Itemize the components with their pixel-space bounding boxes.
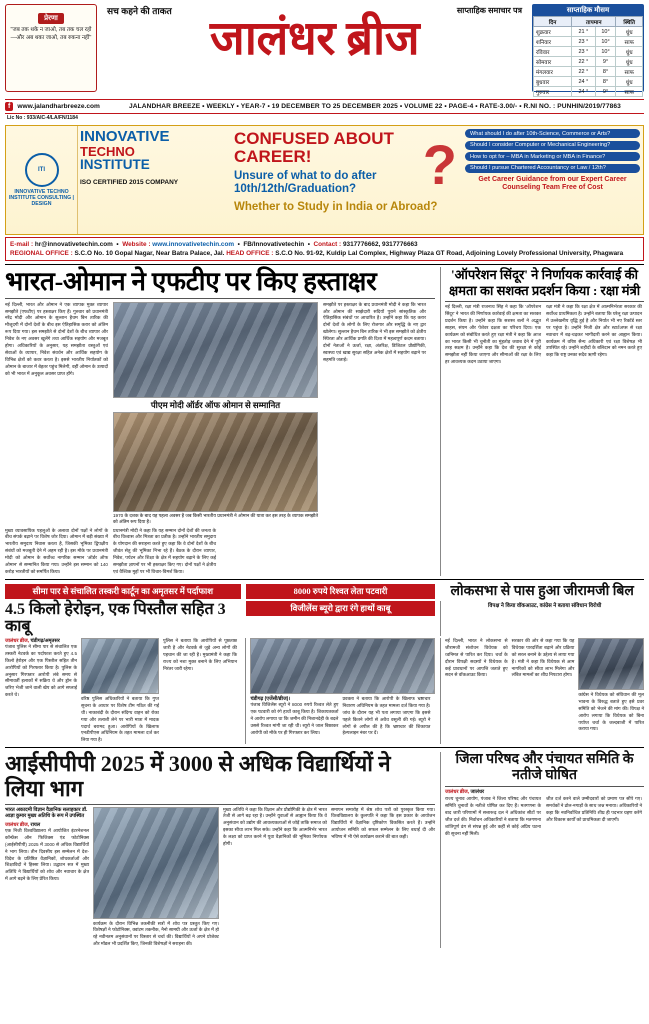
ad-contact-label: Contact : [313,240,342,248]
secondary-col-1: नई दिल्ली, रक्षा मंत्री राजनाथ सिंह ने कहा कि 'ऑपरेशन सिंदूर' ने भारत की निर्णायक कार्रवाई की क्षमता का सशक्त प्रदर्शन किया है। उन्होंने कहा कि सशस्त्र बलों ने अद्भुत साहस, संयम और पेशेवर दक्षता का परिचय दिया। एक कार्यक्रम को संबोधित करते हुए रक्षा मंत्री ने कहा कि आज का भारत किसी भी चुनौती का मुंहतोड़ जवाब देने में पूरी तरह सक्षम है। उन्होंने कहा कि देश की सुरक्षा से कोई समझौता नहीं किया जाएगा और सीमाओं की रक्षा के लिए हर आवश्यक कदम उठाया जाएगा। [445,304,541,365]
table-row [534,57,643,67]
mid-right-col-2: सरकार की ओर से कहा गया कि यह विधेयक पारदर्शिता बढ़ाने और प्रक्रिया को सरल बनाने के उद्देश्य से लाया गया है। मंत्री ने कहा कि विधेयक से आम नागरिकों को सीधा लाभ मिलेगा और लंबित मामलों का शीघ्र निपटारा होगा। [511,638,575,678]
weather-cond: साफ [616,87,643,97]
weather-day: बुधवार [534,77,572,87]
lead-photo [113,302,318,398]
weather-cond: धुंध [616,57,643,67]
mid-section-bands [5,584,644,600]
lead-col-2: समझौते पर हस्ताक्षर के बाद प्रधानमंत्री मोदी ने कहा कि भारत और ओमान की साझेदारी सदियों पुराने सांस्कृतिक और ऐतिहासिक संबंधों पर आधारित है। उन्होंने कहा कि यह करार दोनों देशों के लोगों के लिए रोजगार और समृद्धि के नए द्वार खोलेगा। सुल्तान हैथम बिन तारिक ने भी इस समझौते को क्षेत्रीय स्थिरता और आर्थिक प्रगति की दिशा में महत्वपूर्ण कदम बताया। दोनों नेताओं ने ऊर्जा, रक्षा, अंतरिक्ष, डिजिटल प्रौद्योगिकी, स्वास्थ्य एवं खाद्य सुरक्षा सहित अनेक क्षेत्रों में सहयोग बढ़ाने पर सहमति जताई। [323,301,426,362]
weather-high: 23 ° [572,37,596,47]
mid-band-center-2: विजीलेंस ब्यूरो द्वारा रंगे हाथों काबू [246,601,436,616]
edition-details: JALANDHAR BREEZE • WEEKLY • YEAR-7 • 19 DECEMBER TO 25 DECEMBER 2025 • VOLUME 22 • PAGE-4 • RATE-3.00/- • R.NI NO. : PUNHIN/2019/77863 [129,103,621,110]
ad-iso-text: ISO CERTIFIED 2015 COMPANY [80,178,179,186]
ad-sub2: Whether to Study in India or Abroad? [234,201,438,214]
prerna-label: प्रेरणा [38,13,64,24]
ad-contact-strip: E-mail : hr@innovativetechin.com • Website : www.innovativetechin.com • FB/Innovativetechin • Contact : 9317776662, 9317776663 REGIONAL OFFICE : S.C.O No. 10 Gopal Nagar, Near Batra Palace, Jal. HEAD OFFICE : S.C.O No. 91-92, Kuldip Lal Complex, Highway Plaza GT Road, Adjoining Lovely Professional University, Phagwara [5,237,644,261]
table-row [534,47,643,57]
weather-day: शनिवार [534,37,572,47]
info-bar [5,99,644,114]
ad-sub1: Unsure of what to do after 10th/12th/Graduation? [234,169,377,195]
facebook-icon[interactable]: f [5,102,13,111]
website-link[interactable]: www.jalandharbreeze.com [17,103,100,110]
mid-center-col-1: पंजाब विजिलेंस ब्यूरो ने 8000 रुपये रिश्वत लेते हुए एक पटवारी को रंगे हाथों काबू किया है। शिकायतकर्ता ने आरोप लगाया था कि जमीन की निशानदेही के बदले उससे रिश्वत मांगी जा रही थी। ब्यूरो ने जाल बिछाकर आरोपी को मौके पर ही गिरफ्तार कर लिया। [250,702,339,735]
table-row [534,87,643,97]
divider [5,579,644,580]
masthead-tagline-right: साप्ताहिक समाचार पत्र [456,6,522,15]
ad-email[interactable]: hr@innovativetechin.com [34,240,113,248]
weather-table [533,16,643,97]
divider [5,264,644,265]
ad-question-3: Should I pursue Chartered Accountancy or Law / 12th? [465,164,640,173]
weather-high: 24 ° [572,87,596,97]
secondary-col-2: रक्षा मंत्री ने कहा कि रक्षा क्षेत्र में आत्मनिर्भरता सरकार की सर्वोच्च प्राथमिकता है। उन्होंने बताया कि घरेलू रक्षा उत्पादन में उल्लेखनीय वृद्धि हुई है और निर्यात भी नए रिकॉर्ड स्तर पर पहुंचा है। उन्होंने निजी क्षेत्र और स्टार्टअप्स से रक्षा नवाचार में बढ़-चढ़कर भागीदारी करने का आह्वान किया। कार्यक्रम में वरिष्ठ सैन्य अधिकारी एवं रक्षा विशेषज्ञ भी उपस्थित रहे। उन्होंने शहीदों के बलिदान को नमन करते हुए कहा कि राष्ट्र उनका सदैव ऋणी रहेगा। [546,304,642,358]
ad-headline: CONFUSED ABOUT CAREER! [234,129,394,166]
bottom-right-col-1: राज्य चुनाव आयोग, पंजाब ने जिला परिषद और पंचायत समिति चुनावों के नतीजे घोषित कर दिए हैं। मतगणना के बाद जारी परिणामों में सत्तारूढ़ दल ने अधिकांश सीटों पर जीत दर्ज की। निर्वाचन अधिकारियों ने बताया कि मतगणना शांतिपूर्ण ढंग से संपन्न हुई और कहीं से कोई अप्रिय घटना की सूचना नहीं मिली। [445,796,541,836]
weather-header-temp: तापमान [572,17,616,27]
weather-header-day: दिन [534,17,572,27]
bottom-col-1: एक निजी विश्वविद्यालय में आयोजित इंटरनेशनल कॉन्फ्रेंस ऑन फिजिक्स एंड फोटोनिक्स (आईसीपीपी) 2025 में 3000 से अधिक विद्यार्थियों ने भाग लिया। तीन दिवसीय इस सम्मेलन में देश-विदेश के प्रतिष्ठित वैज्ञानिकों, शोधकर्ताओं और शिक्षाविदों ने हिस्सा लिया। उद्घाटन सत्र में मुख्य अतिथि ने विद्यार्थियों को शोध और नवाचार के क्षेत्र में आगे बढ़ने के लिए प्रेरित किया। [5,828,89,882]
table-row [534,37,643,47]
mid-right-col-1: नई दिल्ली, भारत ने लोकसभा से जीरामजी संशोधन विधेयक को ध्वनिमत से पारित कर दिया। चर्चा के दौरान विपक्षी सदस्यों ने विधेयक के कई प्रावधानों पर आपत्ति जताते हुए सदन से वॉकआउट किया। [445,638,508,678]
ad-name-line3: INSTITUTE [80,157,150,173]
ad-head-label: HEAD OFFICE : [226,249,274,257]
mid-left-col-2: वरिष्ठ पुलिस अधिकारियों ने बताया कि गुप्त सूचना के आधार पर विशेष टीम गठित की गई थी। नाकाबंदी के दौरान संदिग्ध वाहन को रोका गया और तलाशी लेने पर भारी मात्रा में मादक पदार्थ बरामद हुआ। आरोपियों के खिलाफ एनडीपीएस अधिनियम के तहत मामला दर्ज कर लिया गया है। [81,696,159,743]
secondary-headline: 'ऑपरेशन सिंदूर' ने निर्णायक कार्रवाई की क्षमता का सशक्त प्रदर्शन किया : रक्षा मंत्री [448,266,641,298]
secondary-lead-story [440,267,644,576]
weather-cond: धुंध [616,27,643,37]
weather-low: 9° [595,87,616,97]
ad-question-0: What should I do after 10th-Science, Commerce or Arts? [465,129,640,138]
weather-day: गुरुवार [534,87,572,97]
ad-name-line1: INNOVATIVE [80,128,170,145]
ad-question-1: Should I consider Computer or Mechanical Engineering? [465,141,640,150]
bottom-photo-1 [93,807,219,919]
table-row [534,77,643,87]
mid-headline-left: 4.5 किलो हेरोइन, एक पिस्तौल सहित 3 काबू [5,600,226,636]
mid-section-heads [5,601,644,636]
prerna-quote: "जब तक थके न जाओ, तब तक चल रहो—और अब थका जाओ, तब रुकना नहीं" [10,27,92,42]
ad-institute-name [78,126,228,234]
mid-right-col-3: कांग्रेस ने विधेयक को संविधान की मूल भावना के विरुद्ध बताते हुए इसे प्रवर समिति को भेजने की मांग की। विपक्ष ने आरोप लगाया कि विधेयक को बिना पर्याप्त चर्चा के जल्दबाजी में पारित कराया गया। [578,692,644,732]
page-title: जालंधर ब्रीज [209,13,420,65]
mid-left-col-1: पंजाब पुलिस ने सीमा पार से संचालित एक तस्करी नेटवर्क का पर्दाफाश करते हुए 4.5 किलो हेरोइन और एक पिस्तौल सहित तीन आरोपियों को गिरफ्तार किया है। पुलिस के अनुसार गिरफ्तार आरोपी लंबे समय से सीमावर्ती इलाकों में सक्रिय थे और ड्रोन के जरिए भेजी जाने वाली खेप को आगे सप्लाई करते थे। [5,644,77,698]
weather-low: 8° [595,67,616,77]
bottom-col-4: समापन समारोह में श्रेष्ठ शोध पत्रों को पुरस्कृत किया गया। विश्वविद्यालय के कुलपति ने कहा कि इस प्रकार के आयोजन विद्यार्थियों में वैज्ञानिक दृष्टिकोण विकसित करते हैं। उन्होंने आयोजन समिति को सफल सम्मेलन के लिए बधाई दी और भविष्य में भी ऐसे कार्यक्रम कराने की बात कही। [331,806,435,840]
ad-question-2: How to opt for – MBA in Marketing or MBA in Finance? [465,152,640,161]
lead-col-1: नई दिल्ली, भारत और ओमान ने एक व्यापक मुक्त व्यापार समझौते (एफटीए) पर हस्ताक्षर किए हैं। गुरुवार को प्रधानमंत्री नरेंद्र मोदी और ओमान के सुल्तान हैथम बिन तारिक की मौजूदगी में दोनों देशों के बीच इस ऐतिहासिक करार को अंतिम रूप दिया गया। इस समझौते से दोनों देशों के बीच व्यापार और निवेश के नए अवसर खुलेंगे तथा आर्थिक सहयोग और मजबूत होगा। अधिकारियों के अनुसार, यह समझौता वस्तुओं एवं सेवाओं के व्यापार, निवेश संवर्धन और आर्थिक सहयोग के विभिन्न क्षेत्रों को कवर करता है। इससे भारतीय निर्यातकों को ओमान के बाजार में बेहतर पहुंच मिलेगी, वहीं ओमान के उत्पादों को भी भारत में अनुकूल अवसर प्राप्त होंगे। [5,301,108,376]
mid-center-col-2: प्रवक्ता ने बताया कि आरोपी के खिलाफ भ्रष्टाचार निवारण अधिनियम के तहत मामला दर्ज किया गया है। जांच के दौरान यह भी पता लगाया जाएगा कि इससे पहले कितने लोगों से अवैध वसूली की गई। ब्यूरो ने लोगों से अपील की है कि भ्रष्टाचार की शिकायत हेल्पलाइन नंबर पर दें। [342,696,431,736]
weather-high: 21 ° [572,27,596,37]
ad-logo [6,126,78,234]
weather-box [532,4,644,96]
weather-low: 10° [595,27,616,37]
weather-day: सोमवार [534,57,572,67]
mid-section-body [5,638,644,744]
divider [5,747,644,748]
mid-right-photo [578,638,644,690]
bottom-subhead: भारत अकादमी विज्ञान वैज्ञानिक सलाहकार डॉ. आज्ञा कुमार मुख्य अतिथि के रूप में उपस्थित [5,806,88,820]
ad-social[interactable]: FB/Innovativetechin [243,240,305,248]
ad-logo-name: INNOVATIVE TECHNO INSTITUTE CONSULTING | DESIGN [8,188,75,208]
institute-logo-icon: ITI [25,153,59,187]
lead-col-4: प्रधानमंत्री मोदी ने कहा कि यह सम्मान दोनों देशों की जनता के बीच विश्वास और मित्रता का प्रतीक है। उन्होंने भारतीय समुदाय के योगदान की सराहना करते हुए कहा कि वे दोनों देशों के बीच जीवंत सेतु की भूमिका निभा रहे हैं। बैठक के दौरान व्यापार, निवेश, पर्यटन और शिक्षा के क्षेत्र में सहयोग बढ़ाने के लिए कई समझौता ज्ञापनों पर भी हस्ताक्षर किए गए। दोनों पक्षों ने क्षेत्रीय एवं वैश्विक मुद्दों पर भी विचार-विमर्श किया। [113,527,216,574]
weather-cond: साफ [616,37,643,47]
masthead [5,4,644,96]
weather-header-cond: स्थिति [616,17,643,27]
mid-right-sub: विपक्ष ने किया वॉकआउट, कांग्रेस ने बताया संविधान विरोधी [488,602,602,609]
weather-high: 24 ° [572,77,596,87]
ad-website-label: Website : [122,240,151,248]
bottom-section [5,752,644,948]
advertisement-banner[interactable] [5,125,644,235]
weather-cond: धुंध [616,77,643,87]
bottom-headline: आईसीपीपी 2025 में 3000 से अधिक विद्यार्थियों ने लिया भाग [5,751,391,801]
lead-photo-2 [113,412,318,512]
bottom-col-3: मुख्य अतिथि ने कहा कि विज्ञान और प्रौद्योगिकी के क्षेत्र में भारत तेजी से आगे बढ़ रहा है। उन्होंने युवाओं से आह्वान किया कि वे अनुसंधान को उद्योग की आवश्यकताओं से जोड़ें ताकि समाज को इसका सीधा लाभ मिल सके। उन्होंने कहा कि आत्मनिर्भर भारत के लक्ष्य को प्राप्त करने में युवा वैज्ञानिकों की भूमिका निर्णायक होगी। [223,806,327,846]
prerna-box [5,4,97,92]
ad-regional-label: REGIONAL OFFICE : [10,249,73,257]
weather-cond: धुंध [616,47,643,57]
weather-low: 8° [595,77,616,87]
mid-band-right: लोकसभा से पास हुआ जीरामजी बिल [450,583,634,599]
ad-head-office: S.C.O No. 91-92, Kuldip Lal Complex, Highway Plaza GT Road, Adjoining Lovely Professional University, Phagwara [275,249,624,257]
ad-email-label: E-mail : [10,240,34,248]
lead-caption: 1970 के दशक के बाद यह पहला अवसर है जब किसी भारतीय प्रधानमंत्री ने ओमान की यात्रा कर इस तरह के व्यापक समझौते को अंतिम रूप दिया है। [113,512,318,525]
weather-day: शुक्रवार [534,27,572,37]
bottom-right-story [440,752,644,948]
bottom-col-2: कार्यक्रम के दौरान विभिन्न तकनीकी सत्रों में शोध पत्र प्रस्तुत किए गए। विशेषज्ञों ने फोटोनिक्स, क्वांटम तकनीक, नैनो सामग्री और ऊर्जा के क्षेत्र में हो रहे नवीनतम अनुसंधानों पर विस्तार से चर्चा की। विद्यार्थियों ने अपने प्रोजेक्ट और मॉडल भी प्रदर्शित किए, जिनकी विशेषज्ञों ने सराहना की। [93,920,219,947]
ad-questions [465,126,643,234]
weather-day: मंगलवार [534,67,572,77]
lead-subhead: पीएम मोदी ऑर्डर ऑफ ओमान से सम्मानित [150,399,281,410]
weather-low: 10° [595,37,616,47]
table-row [534,27,643,37]
weather-low: 9° [595,57,616,67]
mid-left-byline: जालंधर ब्रीज, चंडीगढ़/अमृतसर [5,638,60,645]
weather-title: साप्ताहिक मौसम [533,5,643,16]
ad-website[interactable]: www.innovativetechin.com [152,240,235,248]
weather-high: 23 ° [572,47,596,57]
mid-band-left: सीमा पार से संचालित तस्करी कार्टून का अमृतसर में पर्दाफाश [5,584,241,599]
lead-col-3: मुख्य व्यावसायिक पहलुओं के अलावा दोनों पक्षों ने लोगों के बीच संपर्क बढ़ाने पर विशेष जोर दिया। ओमान में बड़ी संख्या में भारतीय समुदाय निवास करता है, जिसकी भूमिका द्विपक्षीय संबंधों को मजबूती देने में अहम रही है। इस मौके पर प्रधानमंत्री मोदी को ओमान के सर्वोच्च नागरिक सम्मान 'ऑर्डर ऑफ ओमान' से सम्मानित किया गया। उन्होंने इस सम्मान को 140 करोड़ भारतीयों को समर्पित किया। [5,527,108,574]
lead-headline: भारत-ओमान ने एफटीए पर किए हस्ताक्षर [5,266,377,296]
weather-high: 22 ° [572,67,596,77]
masthead-tagline-left: सच कहने की ताकत [107,6,172,16]
question-mark-icon: ? [422,133,457,196]
weather-cond: साफ [616,67,643,77]
ad-cta: Get Career Guidance from our Expert Career Counseling Team Free of Cost [478,175,627,192]
ad-name-line2: TECHNO [80,143,135,159]
ad-contact-number: 9317776662, 9317776663 [342,240,418,248]
lead-section [5,267,644,576]
lead-story [5,267,435,576]
mid-band-center: 8000 रुपये रिश्वत लेता पटवारी [246,584,436,599]
ad-regional-office: S.C.O No. 10 Gopal Nagar, Near Batra Palace, Jal. [74,249,225,257]
bottom-right-col-2: जीत दर्ज करने वाले उम्मीदवारों को प्रमाण पत्र सौंपे गए। समर्थकों ने ढोल-नगाड़ों के साथ जश्न मनाया। अधिकारियों ने कहा कि नवनिर्वाचित प्रतिनिधि शीघ्र ही पदभार ग्रहण करेंगे और विकास कार्यों को प्राथमिकता दी जाएगी। [546,796,642,823]
bottom-right-headline: जिला परिषद और पंचायत समिति के नतीजे घोषित [455,752,634,784]
weather-day: रविवार [534,47,572,57]
weather-high: 22 ° [572,57,596,67]
table-row [534,67,643,77]
mid-left-col-3: पुलिस ने बताया कि आरोपियों से पूछताछ जारी है और नेटवर्क से जुड़े अन्य लोगों की पहचान की जा रही है। मुख्यमंत्री ने कहा कि राज्य को नशा मुक्त बनाने के लिए अभियान निरंतर जारी रहेगा। [163,638,237,671]
ad-licence: Lic No : 933/AIC-4/LA/FN/1184 [7,115,78,121]
bottom-byline: जालंधर ब्रीज, रायल [5,822,41,829]
mid-left-photo [81,638,159,694]
mid-center-byline: चंडीगढ़ (एजेंसी/ब्रीज)। [250,696,291,703]
masthead-center [101,4,528,64]
bottom-right-byline: जालंधर ब्रीज, जालंधर [445,789,485,796]
mid-center-photo [250,638,435,694]
weather-low: 10° [595,47,616,57]
